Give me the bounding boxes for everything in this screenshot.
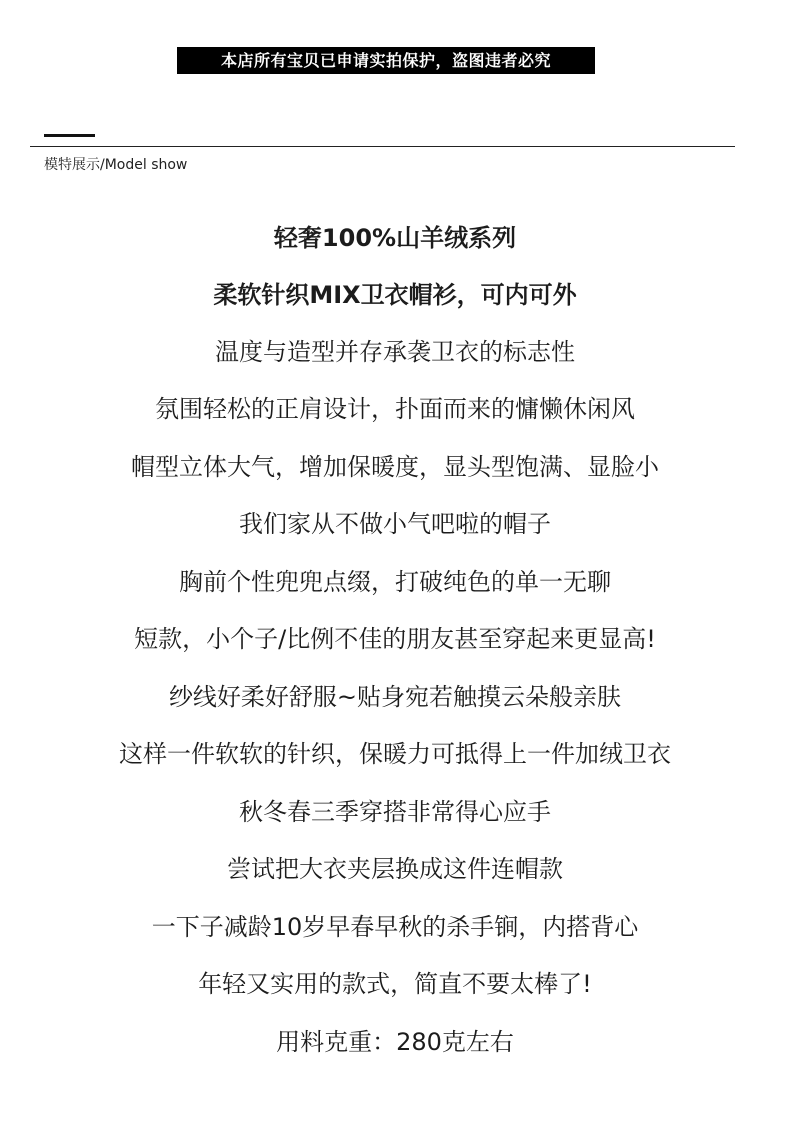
- section-title: 模特展示/Model show: [44, 157, 188, 173]
- section-accent-bar: [44, 134, 95, 137]
- section-divider: [30, 146, 735, 147]
- description-line-13: 用料克重：280克左右: [276, 1028, 514, 1056]
- description-line-7: 纱线好柔好舒服~贴身宛若触摸云朵般亲肤: [168, 683, 622, 711]
- headline-line-1: 轻奢100%山羊绒系列: [273, 224, 517, 252]
- description-line-8: 这样一件软软的针织，保暖力可抵得上一件加绒卫衣: [119, 740, 671, 768]
- description-line-2: 氛围轻松的正肩设计，扑面而来的慵懒休闲风: [155, 395, 635, 423]
- description-line-1: 温度与造型并存承袭卫衣的标志性: [215, 338, 575, 366]
- description-line-5: 胸前个性兜兜点缀，打破纯色的单一无聊: [179, 568, 611, 596]
- headline-line-2: 柔软针织MIX卫衣帽衫，可内可外: [213, 281, 577, 309]
- description-line-9: 秋冬春三季穿搭非常得心应手: [239, 798, 551, 826]
- description-line-6: 短款，小个子/比例不佳的朋友甚至穿起来更显高!: [134, 625, 656, 653]
- description-line-12: 年轻又实用的款式，简直不要太棒了!: [198, 970, 592, 998]
- description-line-4: 我们家从不做小气吧啦的帽子: [239, 510, 551, 538]
- description-line-11: 一下子减龄10岁早春早秋的杀手锏，内搭背心: [151, 913, 639, 941]
- description-line-10: 尝试把大衣夹层换成这件连帽款: [227, 855, 563, 883]
- copyright-notice-banner: 本店所有宝贝已申请实拍保护，盗图违者必究: [177, 47, 595, 74]
- description-line-3: 帽型立体大气，增加保暖度，显头型饱满、显脸小: [131, 453, 659, 481]
